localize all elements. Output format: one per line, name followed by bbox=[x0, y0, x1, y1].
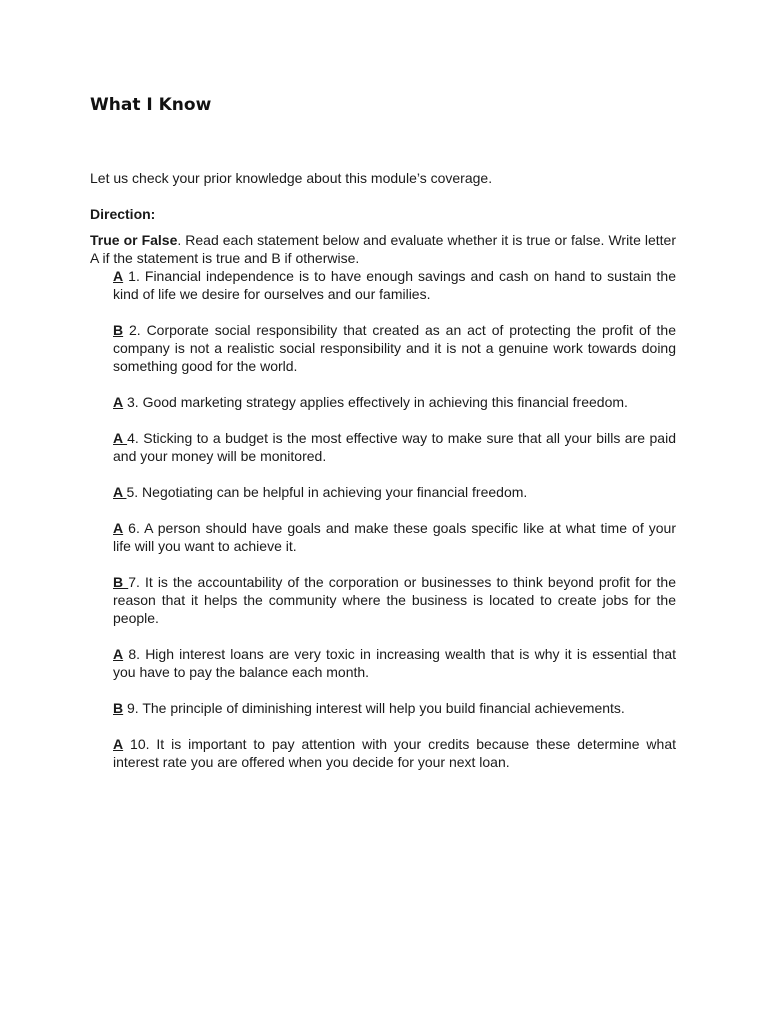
question-text: 2. Corporate social responsibility that created as an act of protecting the profit of the company is not a realistic social responsibility and it is not a genuine work towards doing something good for the world. bbox=[113, 322, 676, 374]
direction-label: Direction: bbox=[90, 206, 156, 222]
answer-letter: B bbox=[113, 700, 124, 716]
question-text: 10. It is important to pay attention with your credits because these determine what interest rate you are offered when you decide for your next loan. bbox=[113, 736, 676, 770]
question-item bbox=[113, 699, 676, 717]
question-list bbox=[113, 267, 676, 789]
question-item bbox=[113, 393, 676, 411]
instruction-paragraph bbox=[90, 231, 676, 267]
question-item bbox=[113, 735, 676, 771]
question-item bbox=[113, 267, 676, 303]
instruction-lead: True or False bbox=[90, 232, 178, 248]
page-title: What I Know bbox=[90, 95, 212, 115]
answer-letter: A bbox=[113, 520, 124, 536]
question-text: 4. Sticking to a budget is the most effective way to make sure that all your bills are paid and your money will be monitored. bbox=[113, 430, 676, 464]
question-item bbox=[113, 429, 676, 465]
question-text: 7. It is the accountability of the corporation or businesses to think beyond profit for the reason that it helps the community where the business is located to create jobs for the people. bbox=[113, 574, 676, 626]
question-text: 5. Negotiating can be helpful in achieving your financial freedom. bbox=[126, 484, 528, 500]
answer-letter: B bbox=[113, 322, 124, 338]
intro-text: Let us check your prior knowledge about this module’s coverage. bbox=[90, 170, 493, 186]
question-item bbox=[113, 645, 676, 681]
question-item bbox=[113, 483, 676, 501]
question-text: 8. High interest loans are very toxic in increasing wealth that is why it is essential that you have to pay the balance each month. bbox=[113, 646, 676, 680]
answer-letter: A bbox=[113, 394, 124, 410]
question-item bbox=[113, 573, 676, 627]
answer-letter: A bbox=[113, 268, 124, 284]
question-text: 6. A person should have goals and make these goals specific like at what time of your life will you want to achieve it. bbox=[113, 520, 676, 554]
question-text: 1. Financial independence is to have enough savings and cash on hand to sustain the kind of life we desire for ourselves and our families. bbox=[113, 268, 676, 302]
answer-letter: B bbox=[113, 574, 129, 590]
question-item bbox=[113, 321, 676, 375]
answer-letter: A bbox=[113, 430, 128, 446]
answer-letter: A bbox=[113, 484, 127, 500]
instruction-text: . Read each statement below and evaluate whether it is true or false. Write letter A if the statement is true and B if otherwise. bbox=[90, 232, 676, 266]
question-text: 3. Good marketing strategy applies effectively in achieving this financial freedom. bbox=[123, 394, 628, 410]
question-text: 9. The principle of diminishing interest will help you build financial achievements. bbox=[123, 700, 625, 716]
answer-letter: A bbox=[113, 646, 124, 662]
answer-letter: A bbox=[113, 736, 124, 752]
question-item bbox=[113, 519, 676, 555]
